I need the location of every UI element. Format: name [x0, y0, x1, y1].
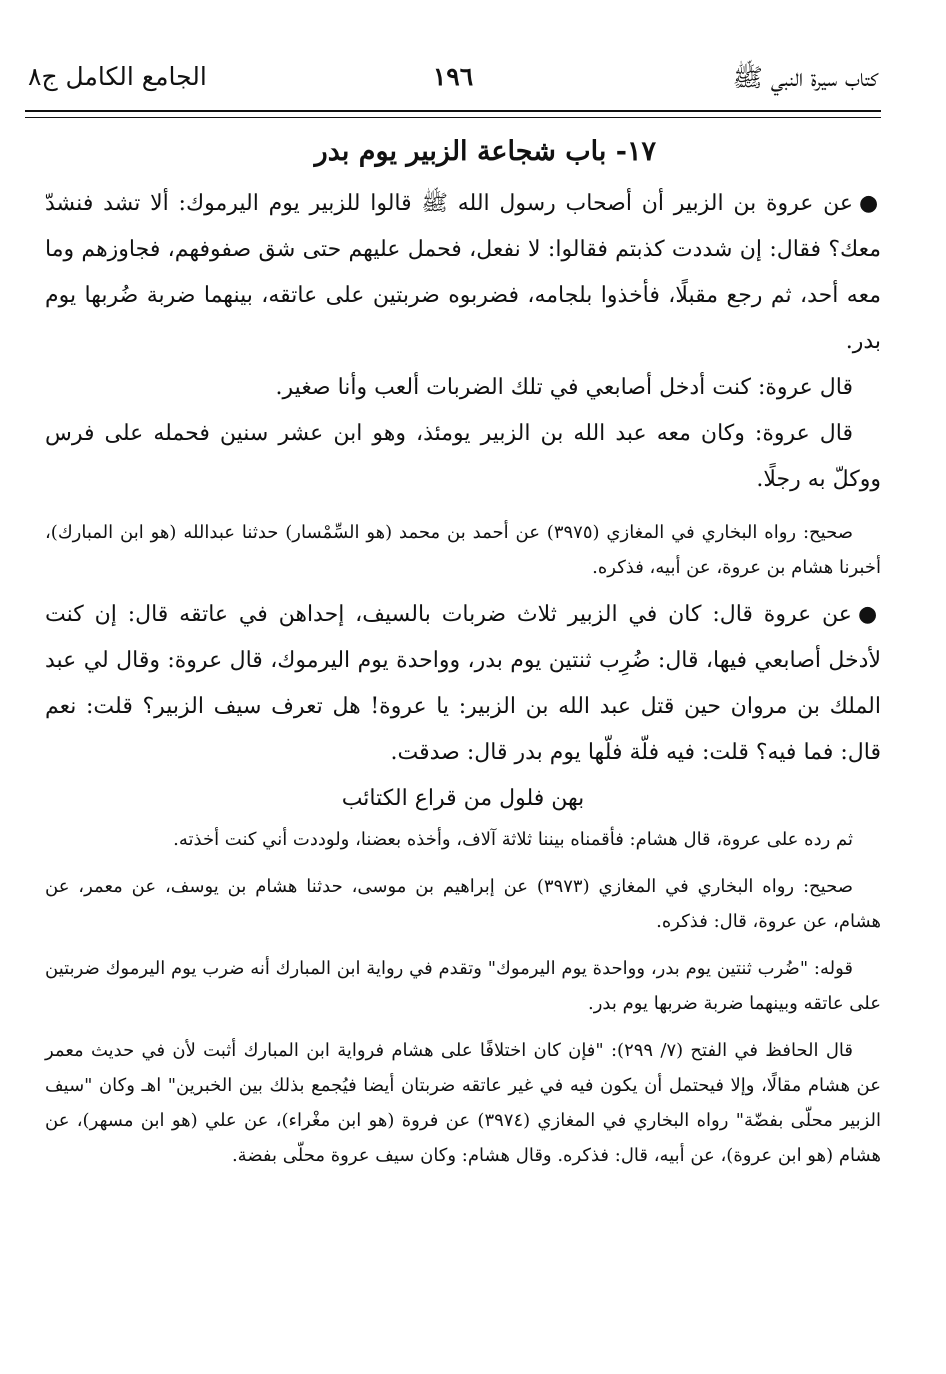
header-volume-title: الجامع الكامل ج٨ — [28, 62, 207, 91]
narration-paragraph: قال عروة: وكان معه عبد الله بن الزبير يومئذ، وهو ابن عشر سنين فحمله على فرس ووكلّ به رجلًا. — [45, 421, 881, 492]
poetry-verse: بهن فلول من قراع الكتائب — [341, 786, 585, 811]
bullet-marker: ● — [859, 190, 881, 216]
header-rule — [25, 110, 881, 112]
page-number: ١٩٦ — [432, 62, 474, 91]
header-rule-thin — [25, 117, 881, 118]
commentary-note: قال الحافظ في الفتح (٧/ ٢٩٩): "فإن كان اختلافًا على هشام فرواية ابن المبارك أثبت لأن في حديث معمر عن هشام مقالًا، وإلا فيحتمل أن يكون فيه في غير عاتقه ضربتان أيضا فيُجمع بذلك بين الخبرين" اهـ وكان "سيف الزبير محلّى بفضّة" رواه البخاري في المغازي (٣٩٧٤) عن فروة (هو ابن مغْراء)، عن علي (هو ابن مسهر)، عن هشام (هو ابن عروة)، عن أبيه، قال: فذكره. وقال هشام: وكان سيف عروة محلّى بفضة. — [45, 1040, 882, 1166]
hadith-paragraph — [45, 180, 881, 365]
takhrij-note: صحيح: رواه البخاري في المغازي (٣٩٧٣) عن إبراهيم بن موسى، حدثنا هشام بن يوسف، عن معمر، عن هشام، عن عروة، قال: فذكره. — [45, 876, 881, 932]
bullet-marker: ● — [857, 601, 881, 627]
page-body — [45, 180, 881, 1173]
commentary-note: قوله: "ضُرب ثنتين يوم بدر، وواحدة يوم اليرموك" وتقدم في رواية ابن المبارك أنه ضرب يوم اليرموك ضربتين على عاتقه وبينهما ضربة ضربها يوم بدر. — [45, 958, 881, 1014]
hadith-text: عن عروة قال: كان في الزبير ثلاث ضربات بالسيف، إحداهن في عاتقه قال: إن كنت لأدخل أصابعي فيها، قال: ضُرِب ثنتين يوم بدر، وواحدة يوم اليرموك، قال عروة: وقال لي عبد الملك بن مروان حين قتل عبد الله بن الزبير: يا عروة! هل تعرف سيف الزبير؟ قلت: نعم قال: فما فيه؟ قلت: فيه فلّة فلّها يوم بدر قال: صدقت. — [45, 602, 881, 765]
takhrij-note: صحيح: رواه البخاري في المغازي (٣٩٧٥) عن أحمد بن محمد (هو السِّمْسار) حدثنا عبدالله (هو ابن المبارك)، أخبرنا هشام بن عروة، عن أبيه، فذكره. — [45, 522, 881, 578]
hadith-text: عن عروة بن الزبير أن أصحاب رسول الله ﷺ قالوا للزبير يوم اليرموك: ألا تشد فنشدّ معك؟ فقال: إن شددت كذبتم فقالوا: لا نفعل، فحمل عليهم حتى شق صفوفهم، فجاوزهم وما معه أحد، ثم رجع مقبلًا، فأخذوا بلجامه، فضربوه ضربتين على عاتقه، بينهما ضربة ضُربها يوم بدر. — [45, 191, 881, 354]
running-header — [28, 62, 878, 102]
narration-paragraph: ثم رده على عروة، قال هشام: فأقمناه بيننا ثلاثة آلاف، وأخذه بعضنا، ولوددت أني كنت أخذته. — [173, 829, 853, 850]
narration-paragraph: قال عروة: كنت أدخل أصابعي في تلك الضربات ألعب وأنا صغير. — [275, 375, 853, 400]
header-book-title: كتاب سيرة النبي ﷺ — [732, 63, 878, 92]
chapter-title: ١٧- باب شجاعة الزبير يوم بدر — [314, 136, 656, 167]
hadith-paragraph — [45, 591, 881, 776]
